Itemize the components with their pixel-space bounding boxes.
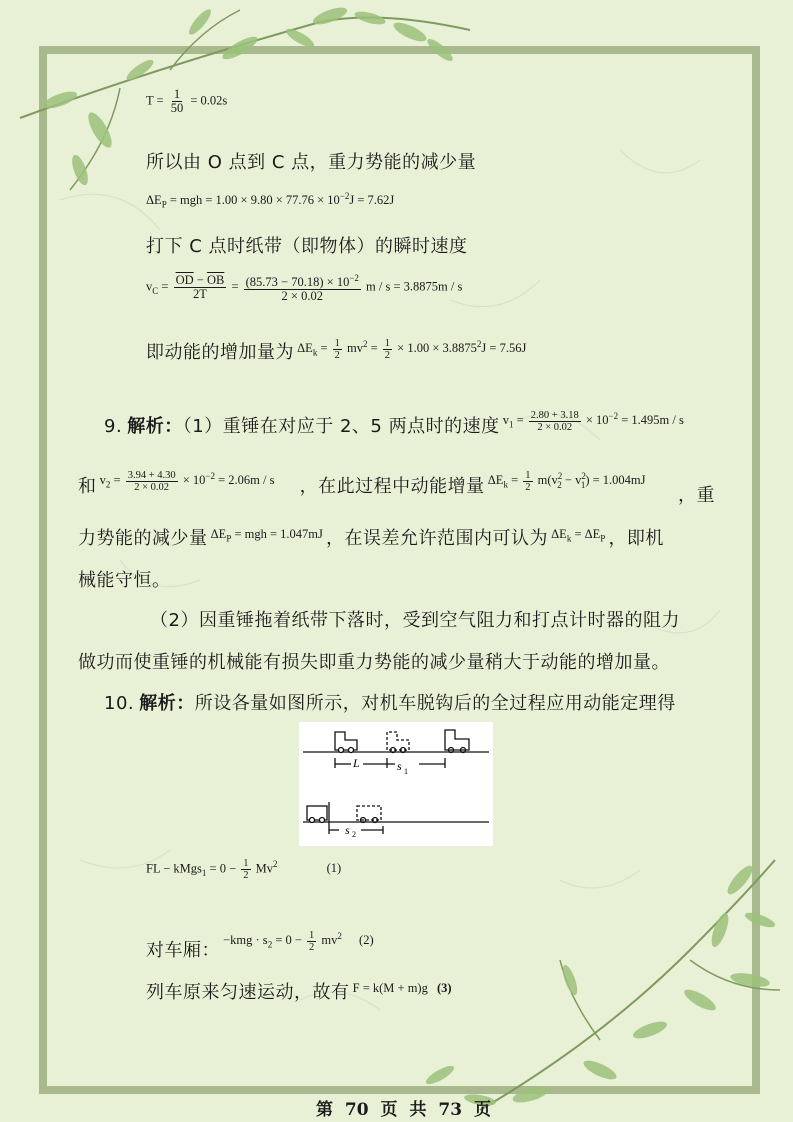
cn-text: ，重 xyxy=(678,485,715,506)
eq-sup: 2 xyxy=(273,859,278,870)
frac-den: 50 xyxy=(170,101,184,115)
frac-num: 1 xyxy=(525,469,531,481)
page-number: 70 xyxy=(344,1100,369,1120)
eq-text: J = 7.56J xyxy=(481,341,527,355)
equation-1 xyxy=(146,858,341,881)
eq-text: ΔE xyxy=(297,341,313,355)
q9-line2 xyxy=(78,469,646,501)
q9-line4: 械能守恒。 xyxy=(78,570,171,591)
cn-text: ，在误差允许范围内可认为 xyxy=(326,528,548,549)
label-s2-sub: 2 xyxy=(352,830,356,839)
page-footer xyxy=(316,1095,491,1120)
eq-text: ΔE xyxy=(487,473,504,487)
eq-sub: 2 xyxy=(557,479,562,490)
eq-text: FL − kMgs xyxy=(146,861,202,876)
train-figure xyxy=(299,722,493,846)
eq-text: = 0.02s xyxy=(190,93,228,108)
eq-text: ΔE xyxy=(551,527,567,541)
fraction xyxy=(523,470,532,493)
footer-text: 页 xyxy=(473,1100,491,1120)
eq-text: ΔE xyxy=(146,193,162,208)
train-diagram xyxy=(299,722,493,846)
label-s1-sub: 1 xyxy=(404,767,408,776)
eq-sup: 2 xyxy=(362,338,368,349)
frac-num: 3.94 + 4.30 xyxy=(127,469,176,481)
equation-2 xyxy=(220,929,374,953)
eq-sub: 1 xyxy=(508,419,514,430)
eq-sup: −2 xyxy=(339,191,350,201)
eq-sup: 2 xyxy=(337,930,342,941)
cn-text: ，在此过程中动能增量 xyxy=(299,476,485,497)
eq-sub: k xyxy=(503,479,508,490)
eq-sub: 1 xyxy=(580,479,586,490)
eq-text: (85.73 − 70.18) × 10 xyxy=(245,275,350,290)
eq-sup: 2 xyxy=(476,338,482,349)
eq-text: − xyxy=(193,273,207,288)
eq-text: Mv xyxy=(255,861,274,876)
footer-text: 页 xyxy=(380,1100,398,1120)
fraction xyxy=(244,272,361,303)
frac-den: 2T xyxy=(193,287,207,302)
analysis-label: 解析 xyxy=(139,693,177,714)
eq-sub: k xyxy=(312,347,318,358)
eq-text: ) = 1.004mJ xyxy=(585,473,646,487)
equation-v2 xyxy=(97,469,278,493)
equation-delta-ek xyxy=(485,469,646,493)
equation-ek-equals-ep xyxy=(548,527,608,544)
eq-text: J = 7.62J xyxy=(349,193,395,208)
q9-part2-line1: （2）因重锤拖着纸带下落时，受到空气阻力和打点计时器的阻力 xyxy=(150,610,680,631)
equation-tag: (3) xyxy=(436,981,452,995)
footer-text: 第 xyxy=(316,1100,333,1120)
eq-text: mv xyxy=(321,933,338,947)
frac-den: 2 xyxy=(243,870,249,881)
fraction xyxy=(241,858,250,881)
colon: ： xyxy=(176,693,195,714)
eq-text: = mgh = 1.047mJ xyxy=(231,527,323,541)
eq-text: = xyxy=(110,473,124,487)
cn-text: 和 xyxy=(78,476,97,497)
text-line-potential-decrease: 所以由 O 点到 C 点，重力势能的减少量 xyxy=(146,152,477,173)
equation-tag: (2) xyxy=(359,933,374,947)
frac-den: 2 xyxy=(384,349,391,361)
fraction xyxy=(307,930,316,953)
eq-sub: P xyxy=(226,533,232,544)
eq-text: = xyxy=(367,341,381,355)
fraction xyxy=(126,470,178,493)
eq-sub: P xyxy=(600,533,606,544)
eq-text: m / s = 3.8875m / s xyxy=(366,279,463,294)
eq-sub: C xyxy=(152,285,159,296)
equation-period xyxy=(146,88,227,115)
frac-num xyxy=(174,274,227,288)
eq-text: = 1.495m / s xyxy=(618,413,684,427)
question-number: 9. xyxy=(104,416,123,437)
total-pages: 73 xyxy=(438,1100,463,1120)
eq-text: = xyxy=(513,413,527,427)
frac-num: 1 xyxy=(173,87,181,101)
eq-text: = xyxy=(507,473,522,487)
frac-den: 2 × 0.02 xyxy=(134,481,170,493)
eq-text: v xyxy=(146,279,153,294)
cn-text: 即动能的增加量为 xyxy=(146,342,294,363)
text-line-kinetic-increase xyxy=(146,338,526,367)
fraction xyxy=(383,338,392,361)
eq-text: T = xyxy=(146,93,164,108)
eq-text: × 10 xyxy=(585,413,609,427)
q10-car-line xyxy=(146,924,374,961)
fraction xyxy=(529,410,581,433)
equation-kinetic-energy xyxy=(294,337,527,361)
frac-num xyxy=(244,272,361,290)
eq-sub: 2 xyxy=(267,939,273,950)
eq-text: v xyxy=(502,413,509,427)
equation-v1 xyxy=(500,409,684,433)
eq-text: = mgh = 1.00 × 9.80 × 77.76 × 10 xyxy=(166,193,340,208)
cn-text: 列车原来匀速运动，故有 xyxy=(146,982,350,1003)
frac-num: 1 xyxy=(384,337,391,349)
equation-3 xyxy=(350,981,452,995)
eq-sub: k xyxy=(566,533,572,544)
eq-text: ΔE xyxy=(210,527,227,541)
frac-den: 2 × 0.02 xyxy=(281,289,323,304)
eq-text: = 2.06m / s xyxy=(215,473,275,487)
label-s2: s xyxy=(345,823,350,837)
q9-part2-line2: 做功而使重锤的机械能有损失即重力势能的减少量稍大于动能的增加量。 xyxy=(78,652,670,673)
eq-sup: −2 xyxy=(205,470,215,481)
equation-velocity-c xyxy=(146,272,462,303)
question-number: 10. xyxy=(104,693,135,714)
q9-line1 xyxy=(104,409,684,441)
eq-sup: −2 xyxy=(349,273,359,283)
fraction xyxy=(333,338,342,361)
frac-num: 1 xyxy=(334,337,340,349)
eq-sub: 2 xyxy=(105,479,111,490)
cn-text: （1）重锤在对应于 2、5 两点时的速度 xyxy=(182,416,500,437)
equation-potential-energy xyxy=(146,191,394,210)
eq-sup: −2 xyxy=(608,410,619,421)
cn-text: 力势能的减少量 xyxy=(78,528,208,549)
frac-den: 2 xyxy=(525,481,531,493)
analysis-label: 解析 xyxy=(127,416,165,437)
label-s1: s xyxy=(397,759,402,773)
frac-num: 1 xyxy=(243,858,249,869)
equation-tag: (1) xyxy=(326,861,342,876)
eq-text: F = k(M + m)g xyxy=(352,981,428,995)
frac-den: 2 xyxy=(334,349,340,361)
eq-text: mv xyxy=(347,341,363,355)
q10-line1 xyxy=(104,689,676,715)
eq-text: × 10 xyxy=(182,473,206,487)
fraction xyxy=(169,88,186,115)
eq-text: $\overline{OD}$ xyxy=(175,273,194,288)
eq-text: v xyxy=(99,473,106,487)
eq-sub: P xyxy=(161,199,167,210)
eq-text: = 0 − xyxy=(272,933,306,947)
q10-last-line xyxy=(146,978,452,1004)
q9-line3 xyxy=(78,524,664,550)
eq-text: − v xyxy=(561,473,582,487)
eq-text: = xyxy=(317,341,331,355)
label-L: L xyxy=(353,756,360,770)
colon: ： xyxy=(164,416,183,437)
eq-text: × 1.00 × 3.8875 xyxy=(397,341,477,355)
eq-text: −kmg · s xyxy=(223,933,268,947)
eq-text: = ΔE xyxy=(571,527,601,541)
eq-text: = xyxy=(161,279,169,294)
eq-text: $\overline{OB}$ xyxy=(206,273,225,288)
cn-text: ，即机 xyxy=(608,528,664,549)
eq-sup: 2 xyxy=(581,470,586,481)
frac-num: 1 xyxy=(309,929,315,941)
eq-sub: 1 xyxy=(201,867,207,878)
footer-text: 共 xyxy=(409,1100,427,1120)
fraction xyxy=(174,274,227,301)
eq-text: = 0 − xyxy=(206,861,240,876)
eq-text: m(v xyxy=(537,473,558,487)
cn-text: 所设各量如图所示，对机车脱钩后的全过程应用动能定理得 xyxy=(194,693,676,714)
frac-den: 2 xyxy=(309,941,315,953)
text-line-instant-velocity: 打下 C 点时纸带（即物体）的瞬时速度 xyxy=(146,236,468,257)
eq-text: = xyxy=(231,279,239,294)
eq-sup: 2 xyxy=(557,470,563,481)
cn-text: 对车厢： xyxy=(146,940,220,961)
frac-num: 2.80 + 3.18 xyxy=(530,409,579,421)
frac-den: 2 × 0.02 xyxy=(537,421,573,433)
equation-delta-ep xyxy=(208,527,327,544)
